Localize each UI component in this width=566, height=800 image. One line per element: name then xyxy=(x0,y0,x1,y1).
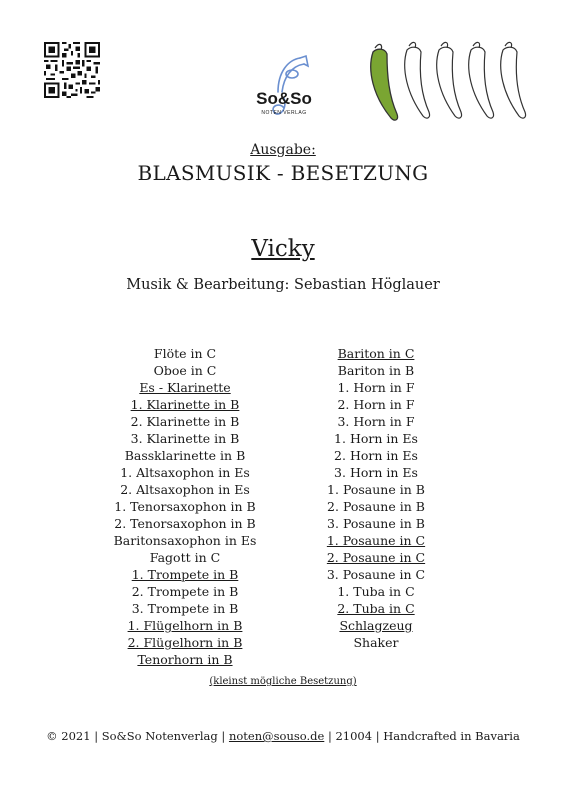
logo-subtext: NOTEN VERLAG xyxy=(261,110,307,116)
part-item: 2. Tuba in C xyxy=(337,601,415,616)
part-item: 1. Horn in F xyxy=(337,380,415,395)
part-item: 1. Tuba in C xyxy=(337,584,415,599)
footer-email-link[interactable]: noten@souso.de xyxy=(228,729,325,743)
edition-label: Ausgabe: xyxy=(250,142,316,158)
part-item: Baritonsaxophon in Es xyxy=(113,533,257,548)
part-item: 3. Horn in F xyxy=(337,414,415,429)
part-item: 1. Horn in Es xyxy=(334,431,418,446)
part-item: 1. Posaune in B xyxy=(327,482,425,497)
part-item: 2. Tenorsaxophon in B xyxy=(114,516,256,531)
part-item: 1. Altsaxophon in Es xyxy=(120,465,250,480)
part-item: Shaker xyxy=(353,635,399,650)
part-item: Flöte in C xyxy=(153,346,217,361)
footer-copyright: © 2021 | So&So Notenverlag | xyxy=(46,729,229,743)
part-item: Fagott in C xyxy=(149,550,221,565)
part-item: 3. Horn in Es xyxy=(334,465,418,480)
chili-pepper-filled-icon xyxy=(371,44,398,120)
part-item: 1. Flügelhorn in B xyxy=(127,618,243,633)
part-item: 3. Trompete in B xyxy=(131,601,239,616)
parts-list-left xyxy=(95,345,275,668)
part-item: Oboe in C xyxy=(153,363,217,378)
part-item: Schlagzeug xyxy=(339,618,413,633)
part-item: 2. Horn in Es xyxy=(334,448,418,463)
part-item: 3. Klarinette in B xyxy=(130,431,240,446)
piece-title: Vicky xyxy=(251,236,315,262)
part-item: 2. Trompete in B xyxy=(131,584,239,599)
part-item: Es - Klarinette xyxy=(139,380,231,395)
footer xyxy=(0,729,566,743)
minimum-instrumentation-note: (kleinst mögliche Besetzung) xyxy=(209,676,357,687)
part-item: Bariton in C xyxy=(337,346,415,361)
piece-credits: Musik & Bearbeitung: Sebastian Höglauer xyxy=(126,277,440,293)
part-item: Bariton in B xyxy=(337,363,415,378)
part-item: 2. Horn in F xyxy=(337,397,415,412)
part-item: 2. Klarinette in B xyxy=(130,414,240,429)
part-item: Tenorhorn in B xyxy=(137,652,233,667)
part-item: 1. Posaune in C xyxy=(326,533,426,548)
edition-title: BLASMUSIK - BESETZUNG xyxy=(137,161,429,185)
part-item: 2. Posaune in B xyxy=(327,499,425,514)
part-item: 3. Posaune in C xyxy=(326,567,426,582)
part-item: 3. Posaune in B xyxy=(327,516,425,531)
part-item: 2. Altsaxophon in Es xyxy=(120,482,250,497)
parts-list-right xyxy=(286,345,466,651)
chili-pepper-outline-icons xyxy=(405,42,526,118)
part-item: 1. Tenorsaxophon in B xyxy=(114,499,256,514)
part-item: 1. Klarinette in B xyxy=(130,397,240,412)
logo-text: So&So xyxy=(256,89,312,108)
part-item: Bassklarinette in B xyxy=(124,448,246,463)
part-item: 2. Posaune in C xyxy=(326,550,426,565)
qr-code-icon xyxy=(44,42,100,98)
part-item: 2. Flügelhorn in B xyxy=(127,635,243,650)
publisher-logo xyxy=(248,52,320,122)
chili-rating-icon xyxy=(365,40,533,124)
part-item: 1. Trompete in B xyxy=(131,567,239,582)
footer-info: | 21004 | Handcrafted in Bavaria xyxy=(324,729,520,743)
